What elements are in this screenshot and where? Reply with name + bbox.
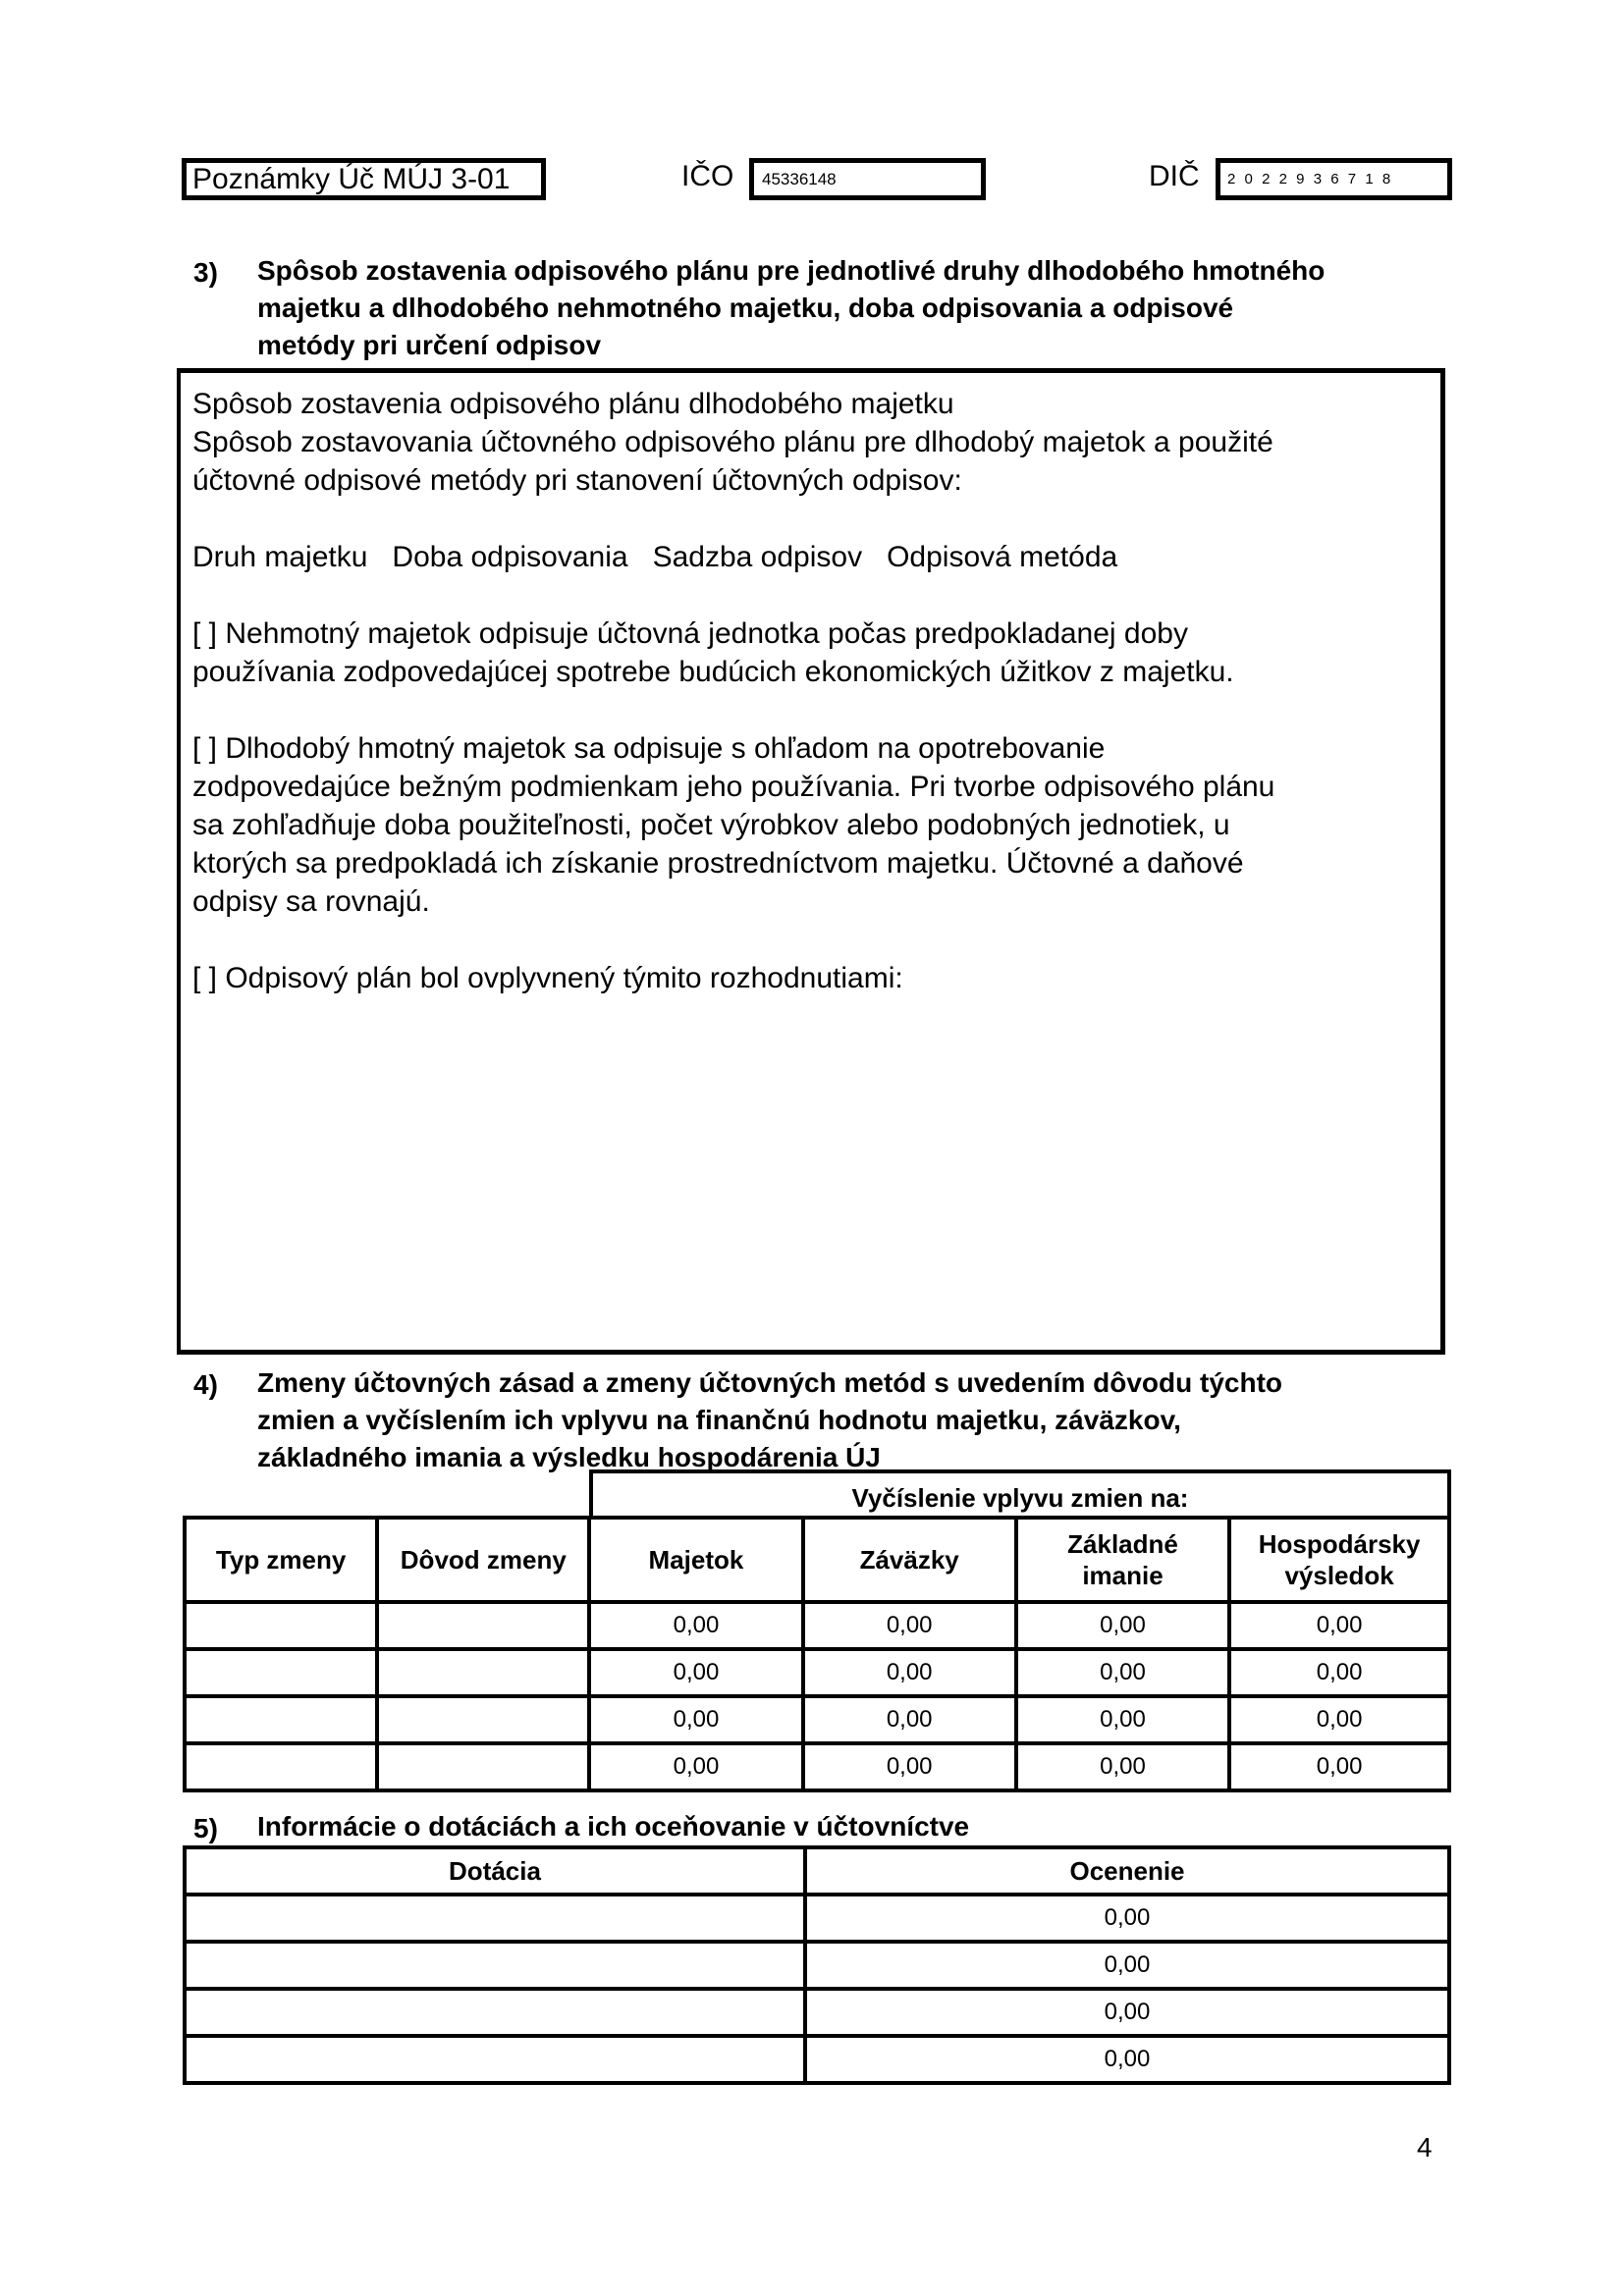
cell-subsidy[interactable] <box>185 1942 805 1989</box>
page-number: 4 <box>1417 2132 1433 2163</box>
col-header-subsidy: Dotácia <box>185 1847 805 1895</box>
blank-line <box>192 691 1274 729</box>
table-row <box>185 1649 1449 1696</box>
text-line: Spôsob zostavenia odpisového plánu dlhodobého majetku <box>192 388 954 420</box>
cell-share-capital[interactable]: 0,00 <box>1016 1743 1229 1790</box>
col-header-share-capital <box>1016 1518 1229 1602</box>
cell-assets[interactable]: 0,00 <box>589 1743 802 1790</box>
cell-valuation[interactable]: 0,00 <box>805 2036 1449 2083</box>
table-header-row <box>185 1518 1449 1602</box>
accounting-changes-table <box>183 1516 1451 1792</box>
dic-value: 2022936718 <box>1227 171 1400 187</box>
cell-economic-result[interactable]: 0,00 <box>1229 1602 1449 1649</box>
depreciation-plan-textbox[interactable] <box>177 368 1445 1355</box>
text-line: odpisy sa rovnajú. <box>192 885 430 918</box>
table-row <box>185 1602 1449 1649</box>
col-header-economic-result <box>1229 1518 1449 1602</box>
cell-liabilities[interactable]: 0,00 <box>803 1602 1016 1649</box>
cell-share-capital[interactable]: 0,00 <box>1016 1696 1229 1743</box>
cell-change-type[interactable] <box>185 1743 377 1790</box>
impact-group-header-label: Vyčíslenie vplyvu zmien na: <box>851 1483 1189 1513</box>
section3-title <box>257 252 1325 364</box>
cell-subsidy[interactable] <box>185 1895 805 1942</box>
cell-assets[interactable]: 0,00 <box>589 1696 802 1743</box>
section3-number: 3) <box>193 257 218 288</box>
blank-line <box>192 921 1274 959</box>
cell-subsidy[interactable] <box>185 2036 805 2083</box>
table-row <box>185 1942 1449 1989</box>
cell-assets[interactable]: 0,00 <box>589 1649 802 1696</box>
table-header-row <box>185 1847 1449 1895</box>
asset-columns-line: Druh majetku Doba odpisovania Sadzba odpisov Odpisová metóda <box>192 541 1118 573</box>
cell-liabilities[interactable]: 0,00 <box>803 1743 1016 1790</box>
col-header-liabilities: Záväzky <box>803 1518 1016 1602</box>
section3-title-line: Spôsob zostavenia odpisového plánu pre jednotlivé druhy dlhodobého hmotného <box>257 255 1326 286</box>
text-line: používania zodpovedajúcej spotrebe budúcich ekonomických úžitkov z majetku. <box>192 656 1234 688</box>
col-header-change-type: Typ zmeny <box>185 1518 377 1602</box>
cell-share-capital[interactable]: 0,00 <box>1016 1649 1229 1696</box>
cell-economic-result[interactable]: 0,00 <box>1229 1649 1449 1696</box>
section5-number: 5) <box>193 1813 218 1843</box>
text-line: ktorých sa predpokladá ich získanie prostredníctvom majetku. Účtovné a daňové <box>192 847 1244 880</box>
cell-valuation[interactable]: 0,00 <box>805 1942 1449 1989</box>
depreciation-plan-text <box>192 385 1274 997</box>
table-row <box>185 1989 1449 2036</box>
dic-field[interactable] <box>1216 158 1452 200</box>
section4-title-line: Zmeny účtovných zásad a zmeny účtovných metód s uvedením dôvodu týchto <box>257 1367 1282 1398</box>
table-row <box>185 1696 1449 1743</box>
section4-number: 4) <box>193 1369 218 1400</box>
cell-change-reason[interactable] <box>377 1602 589 1649</box>
impact-group-header <box>589 1469 1451 1520</box>
cell-change-reason[interactable] <box>377 1696 589 1743</box>
blank-line <box>192 500 1274 538</box>
section5-title: Informácie o dotáciách a ich oceňovanie v účtovníctve <box>257 1811 970 1842</box>
col-header-economic-result-label: Hospodársky výsledok <box>1258 1529 1421 1590</box>
ico-field[interactable] <box>749 158 986 200</box>
section4-title-line: základného imania a výsledku hospodárenia ÚJ <box>257 1442 881 1472</box>
table-row <box>185 1895 1449 1942</box>
text-line: [ ] Dlhodobý hmotný majetok sa odpisuje s ohľadom na opotrebovanie <box>192 732 1106 765</box>
ico-label: IČO <box>681 160 734 192</box>
cell-share-capital[interactable]: 0,00 <box>1016 1602 1229 1649</box>
ico-value: 45336148 <box>762 169 837 188</box>
text-line: sa zohľadňuje doba použiteľnosti, počet výrobkov alebo podobných jednotiek, u <box>192 809 1230 841</box>
col-header-change-reason: Dôvod zmeny <box>377 1518 589 1602</box>
cell-valuation[interactable]: 0,00 <box>805 1989 1449 2036</box>
cell-liabilities[interactable]: 0,00 <box>803 1649 1016 1696</box>
text-line: zodpovedajúce bežným podmienkam jeho používania. Pri tvorbe odpisového plánu <box>192 771 1275 803</box>
table-row <box>185 1743 1449 1790</box>
form-title-box <box>182 158 546 200</box>
blank-line <box>192 576 1274 614</box>
cell-assets[interactable]: 0,00 <box>589 1602 802 1649</box>
text-line: [ ] Nehmotný majetok odpisuje účtovná jednotka počas predpokladanej doby <box>192 617 1188 650</box>
section3-title-line: metódy pri určení odpisov <box>257 330 602 360</box>
form-title: Poznámky Úč MÚJ 3-01 <box>192 162 511 195</box>
table-row <box>185 2036 1449 2083</box>
text-line: [ ] Odpisový plán bol ovplyvnený týmito rozhodnutiami: <box>192 962 903 994</box>
cell-valuation[interactable]: 0,00 <box>805 1895 1449 1942</box>
section4-title <box>257 1364 1282 1476</box>
col-header-valuation: Ocenenie <box>805 1847 1449 1895</box>
cell-change-type[interactable] <box>185 1696 377 1743</box>
cell-economic-result[interactable]: 0,00 <box>1229 1743 1449 1790</box>
cell-subsidy[interactable] <box>185 1989 805 2036</box>
cell-change-reason[interactable] <box>377 1649 589 1696</box>
cell-economic-result[interactable]: 0,00 <box>1229 1696 1449 1743</box>
dic-label: DIČ <box>1149 160 1200 192</box>
cell-change-reason[interactable] <box>377 1743 589 1790</box>
cell-change-type[interactable] <box>185 1649 377 1696</box>
cell-change-type[interactable] <box>185 1602 377 1649</box>
cell-liabilities[interactable]: 0,00 <box>803 1696 1016 1743</box>
section3-title-line: majetku a dlhodobého nehmotného majetku, doba odpisovania a odpisové <box>257 293 1234 323</box>
subsidies-table <box>183 1845 1451 2085</box>
text-line: účtovné odpisové metódy pri stanovení účtovných odpisov: <box>192 464 962 497</box>
section4-title-line: zmien a vyčíslením ich vplyvu na finančnú hodnotu majetku, záväzkov, <box>257 1405 1181 1435</box>
text-line: Spôsob zostavovania účtovného odpisového plánu pre dlhodobý majetok a použité <box>192 426 1273 458</box>
col-header-share-capital-label: Základné imanie <box>1067 1529 1178 1590</box>
col-header-assets: Majetok <box>589 1518 802 1602</box>
